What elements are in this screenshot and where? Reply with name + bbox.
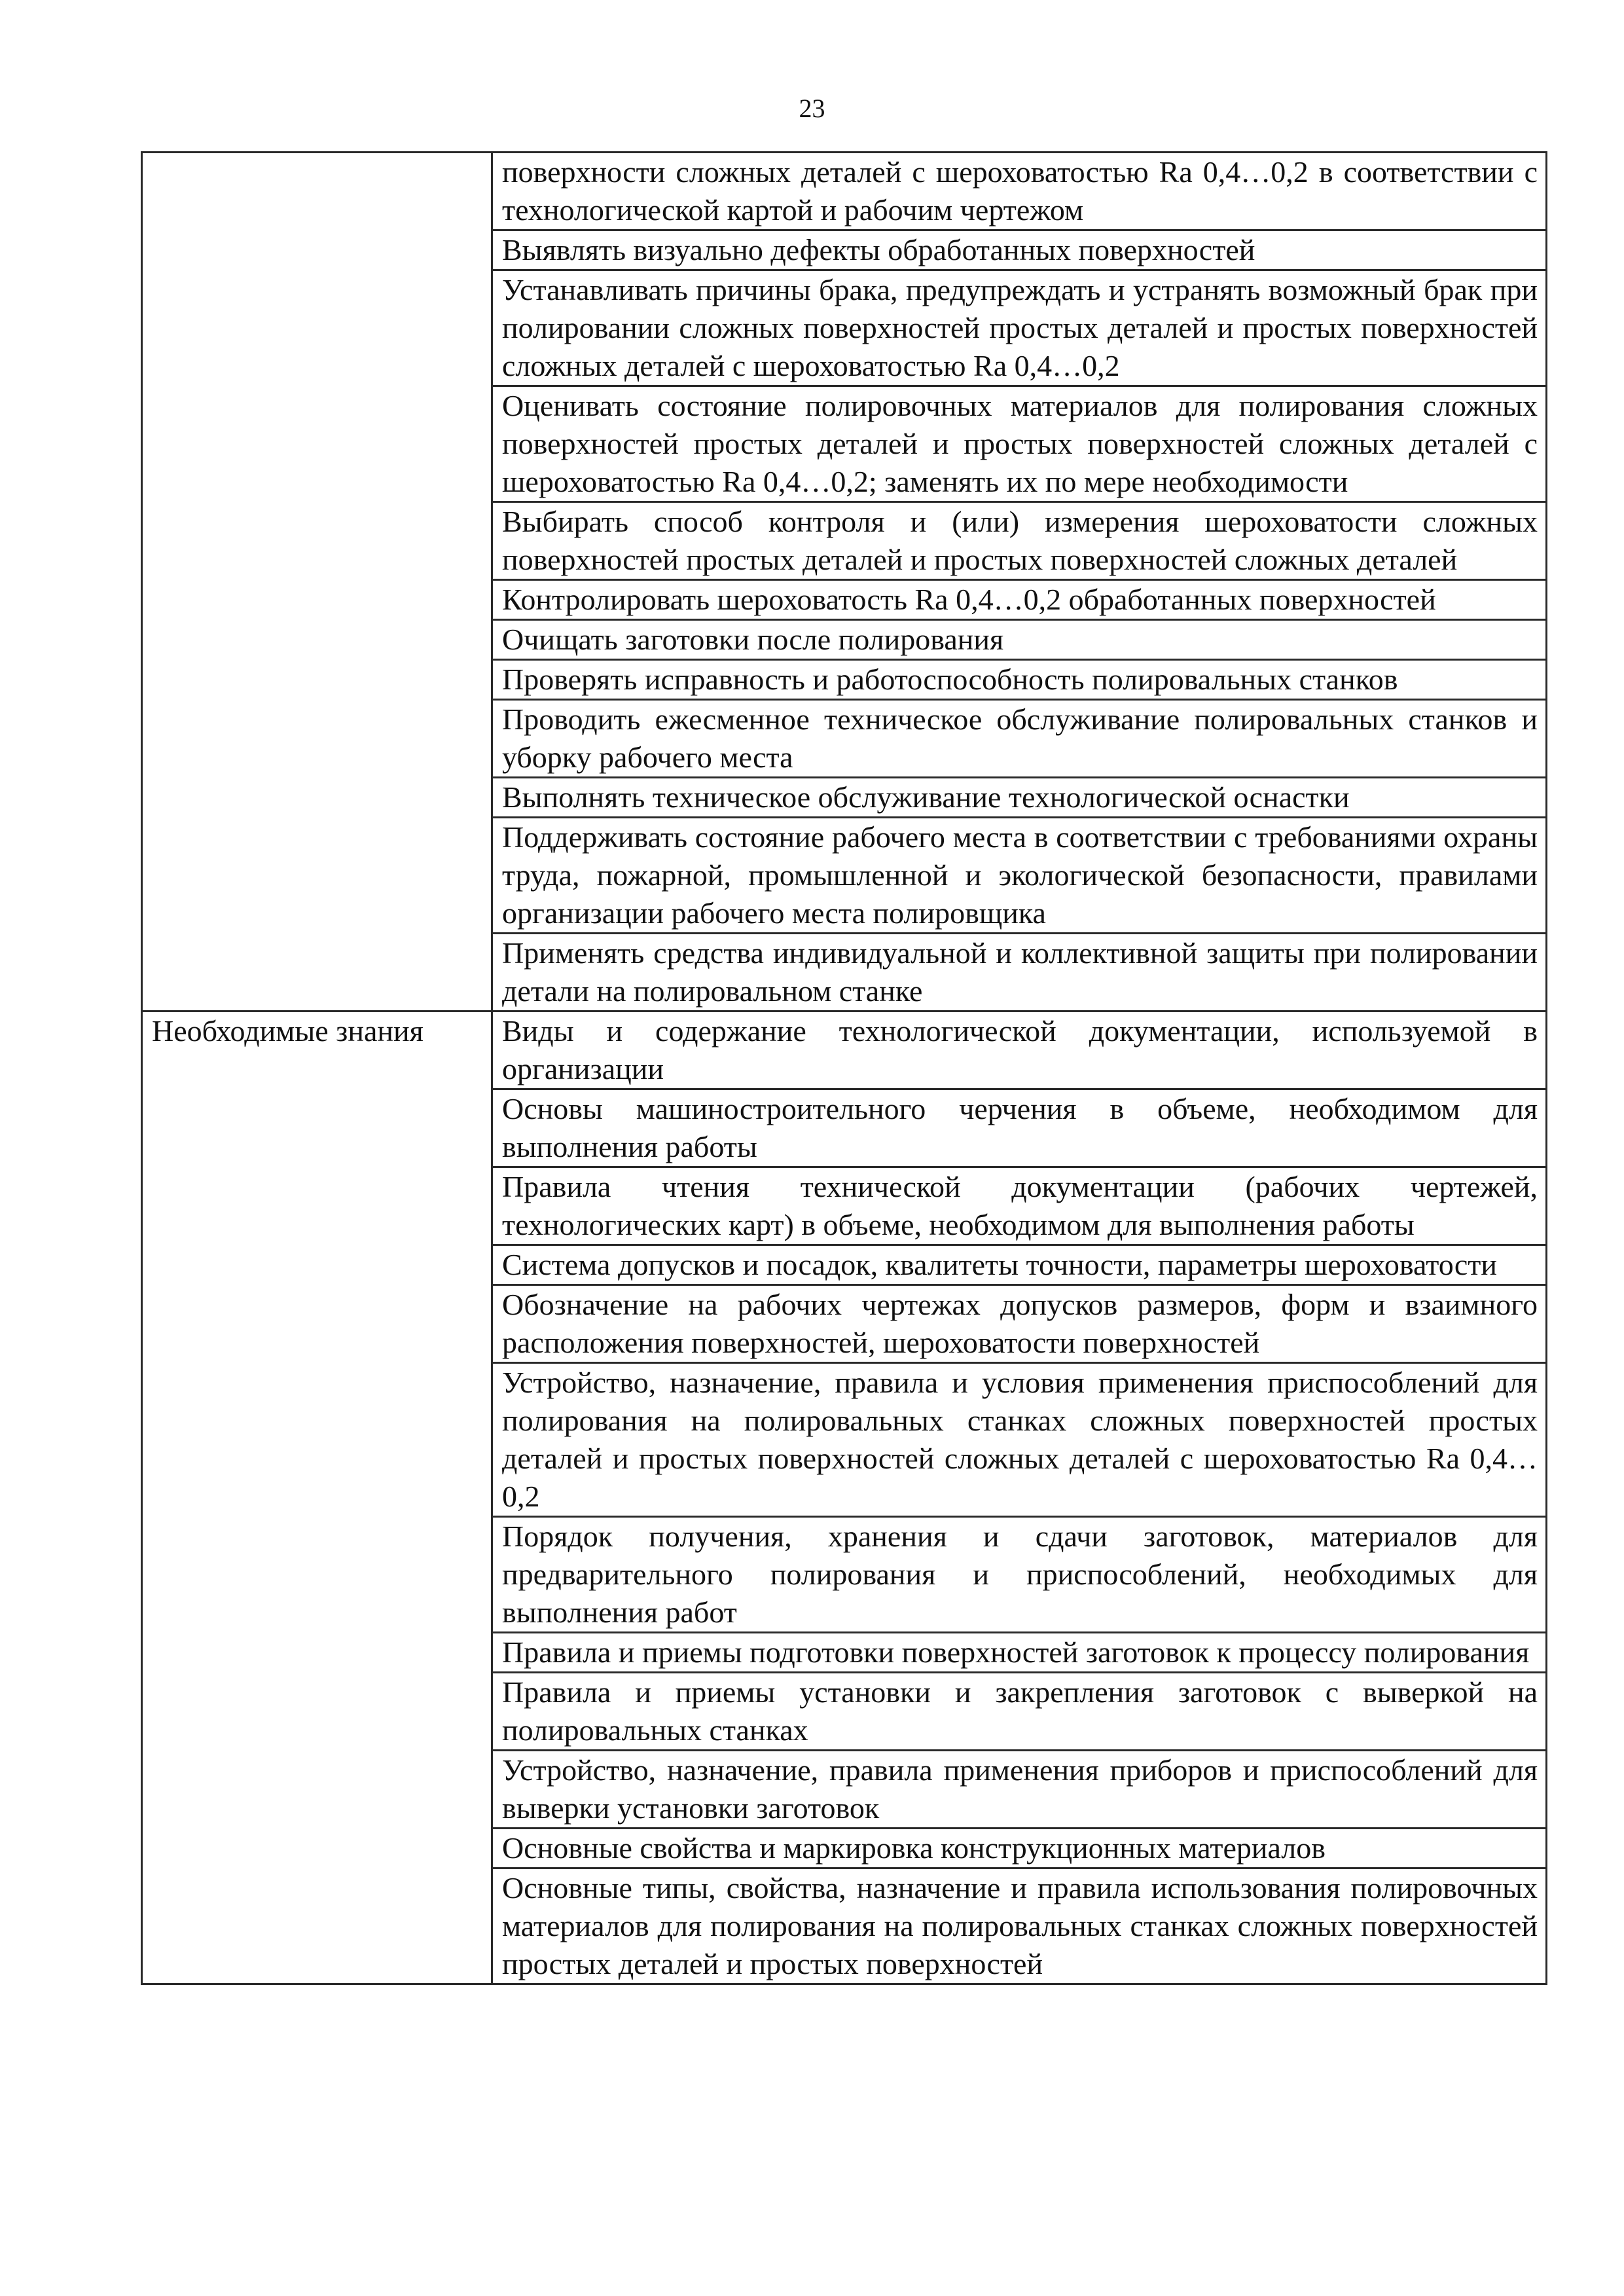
knowledge-item: Система допусков и посадок, квалитеты точности, параметры шероховатости bbox=[492, 1245, 1547, 1285]
knowledge-item: Обозначение на рабочих чертежах допусков размеров, форм и взаимного расположения поверхностей, шероховатости поверхностей bbox=[492, 1285, 1547, 1363]
knowledge-item: Основные типы, свойства, назначение и правила использования полировочных материалов для полирования на полировальных станках сложных поверхностей простых деталей и простых поверхностей bbox=[492, 1868, 1547, 1984]
knowledge-item: Виды и содержание технологической документации, используемой в организации bbox=[492, 1011, 1547, 1089]
skill-item: Проводить ежесменное техническое обслуживание полировальных станков и уборку рабочего места bbox=[492, 700, 1547, 778]
skill-item: Выполнять техническое обслуживание технологической оснастки bbox=[492, 778, 1547, 818]
table-row bbox=[142, 1011, 1547, 1089]
skill-item: поверхности сложных деталей с шероховатостью Ra 0,4…0,2 в соответствии с технологической картой и рабочим чертежом bbox=[492, 153, 1547, 230]
knowledge-item: Правила и приемы установки и закрепления заготовок с выверкой на полировальных станках bbox=[492, 1673, 1547, 1751]
knowledge-item: Основные свойства и маркировка конструкционных материалов bbox=[492, 1829, 1547, 1868]
knowledge-item: Правила и приемы подготовки поверхностей заготовок к процессу полирования bbox=[492, 1633, 1547, 1673]
page-number: 23 bbox=[799, 94, 825, 123]
knowledge-item: Основы машиностроительного черчения в объеме, необходимом для выполнения работы bbox=[492, 1089, 1547, 1167]
knowledge-item: Правила чтения технической документации (рабочих чертежей, технологических карт) в объеме, необходимом для выполнения работы bbox=[492, 1167, 1547, 1245]
skill-item: Выбирать способ контроля и (или) измерения шероховатости сложных поверхностей простых деталей и простых поверхностей сложных деталей bbox=[492, 502, 1547, 580]
knowledge-item: Устройство, назначение, правила и условия применения приспособлений для полирования на полировальных станках сложных поверхностей простых деталей и простых поверхностей сложных деталей с шероховатостью Ra 0,4…0,2 bbox=[492, 1363, 1547, 1517]
knowledge-item: Порядок получения, хранения и сдачи заготовок, материалов для предварительного полирования и приспособлений, необходимых для выполнения работ bbox=[492, 1517, 1547, 1633]
skill-item: Применять средства индивидуальной и коллективной защиты при полировании детали на полировальном станке bbox=[492, 934, 1547, 1011]
competency-table bbox=[141, 151, 1547, 1985]
table-row bbox=[142, 153, 1547, 230]
knowledge-item: Устройство, назначение, правила применения приборов и приспособлений для выверки установки заготовок bbox=[492, 1751, 1547, 1829]
skills-label-cell bbox=[142, 153, 492, 1011]
skill-item: Проверять исправность и работоспособность полировальных станков bbox=[492, 660, 1547, 700]
knowledge-label: Необходимые знания bbox=[152, 1014, 424, 1048]
skill-item: Поддерживать состояние рабочего места в соответствии с требованиями охраны труда, пожарной, промышленной и экологической безопасности, правилами организации рабочего места полировщика bbox=[492, 818, 1547, 934]
skill-item: Выявлять визуально дефекты обработанных поверхностей bbox=[492, 230, 1547, 270]
skill-item: Устанавливать причины брака, предупреждать и устранять возможный брак при полировании сложных поверхностей простых деталей и простых поверхностей сложных деталей с шероховатостью Ra 0,4…0,2 bbox=[492, 270, 1547, 386]
skill-item: Оценивать состояние полировочных материалов для полирования сложных поверхностей простых деталей и простых поверхностей сложных деталей с шероховатостью Ra 0,4…0,2; заменять их по мере необходимости bbox=[492, 386, 1547, 502]
skill-item: Контролировать шероховатость Ra 0,4…0,2 обработанных поверхностей bbox=[492, 580, 1547, 620]
knowledge-label-cell bbox=[142, 1011, 492, 1984]
skill-item: Очищать заготовки после полирования bbox=[492, 620, 1547, 660]
